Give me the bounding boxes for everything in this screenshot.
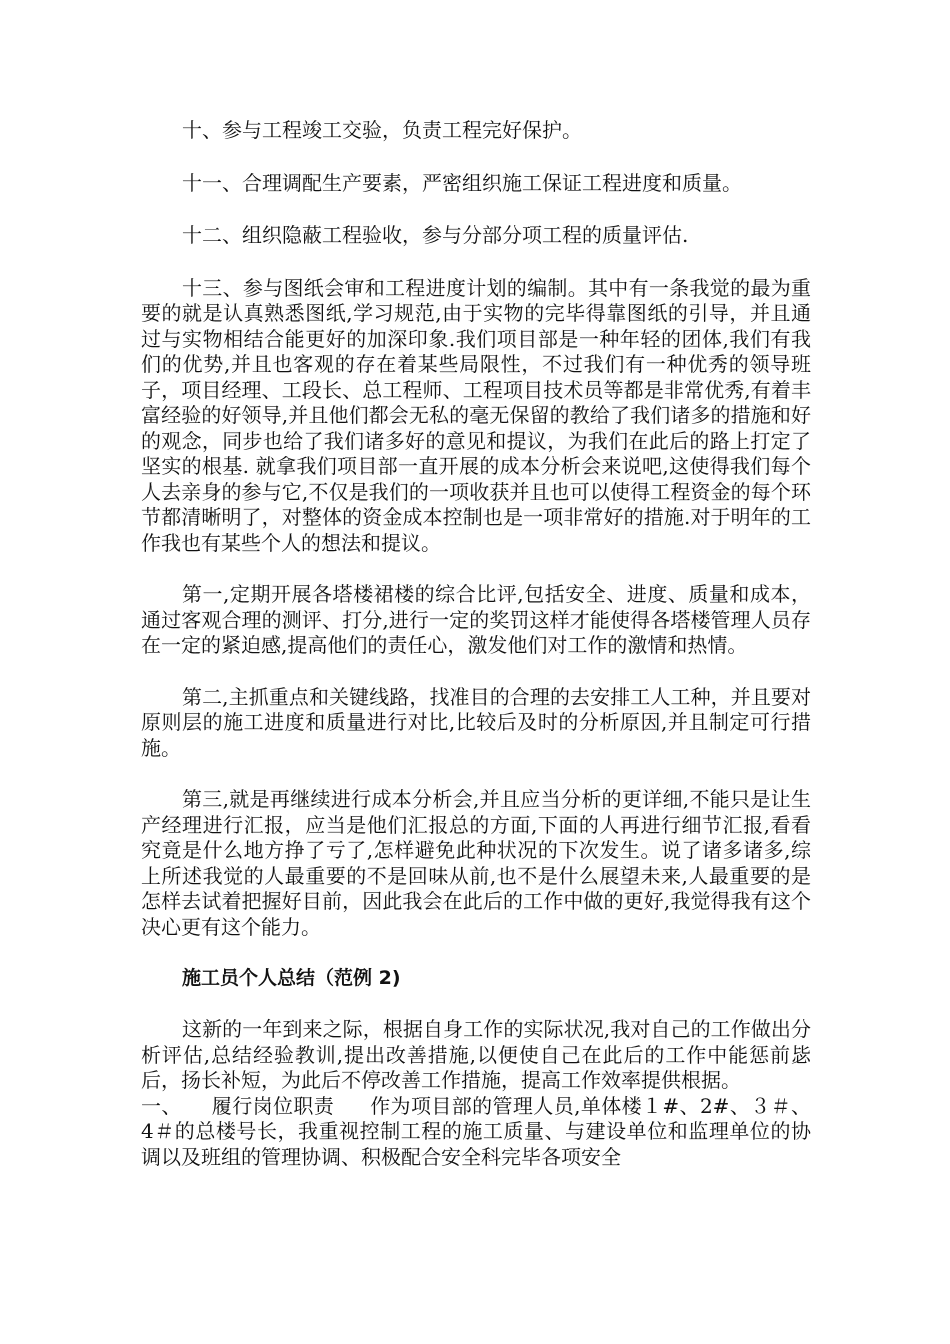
document-page	[141, 118, 811, 1170]
item-eleven: 十一、合理调配生产要素，严密组织施工保证工程进度和质量。	[182, 170, 742, 195]
duty-item-paragraph	[141, 1094, 811, 1171]
item-ten: 十、参与工程竣工交验，负责工程完好保护。	[182, 118, 582, 142]
item-text: 作为项目部的管理人员,单体楼１#、2#、３＃、4＃的总楼号长，我重视控制工程的施工质量、与建设单位和监理单位的协调以及班组的管理协调、积极配合安全科完毕各项安全	[141, 1093, 812, 1169]
item-title: 履行岗位职责	[211, 1093, 335, 1118]
third-suggestion-paragraph: 第三,就是再继续进行成本分析会,并且应当分析的更详细,不能只是让生产经理进行汇报，应当是他们汇报总的方面,下面的人再进行细节汇报,看看究竟是什么地方挣了亏了,怎样避免此种状况的下次发生。说了诸多诸多,综上所述我觉的人最重要的不是回味从前,也不是什么展望未来,人最重要的是怎样去试着把握好目前，因此我会在此后的工作中做的更好,我觉得我有这个决心更有这个能力。	[141, 787, 811, 939]
intro-paragraph: 这新的一年到来之际，根据自身工作的实际状况,我对自己的工作做出分析评估,总结经验教训,提出改善措施,以便使自己在此后的工作中能惩前毖后，扬长补短，为此后不停改善工作措施，提高工作效率提供根据。	[141, 1017, 811, 1092]
first-suggestion-paragraph: 第一,定期开展各塔楼裙楼的综合比评,包括安全、进度、质量和成本，通过客观合理的测评、打分,进行一定的奖罚这样才能使得各塔楼管理人员存在一定的紧迫感,提高他们的责任心，激发他们对工作的激情和热情。	[141, 582, 811, 657]
section-heading: 施工员个人总结（范例 2)	[182, 967, 401, 989]
item-thirteen-paragraph: 十三、参与图纸会审和工程进度计划的编制。其中有一条我觉的最为重要的就是认真熟悉图纸,学习规范,由于实物的完毕得靠图纸的引导，并且通过与实物相结合能更好的加深印象.我们项目部是一种年轻的团体,我们有我们的优势,并且也客观的存在着某些局限性，不过我们有一种优秀的领导班子，项目经理、工段长、总工程师、工程项目技术员等都是非常优秀,有着丰富经验的好领导,并且他们都会无私的毫无保留的教给了我们诸多的措施和好的观念，同步也给了我们诸多好的意见和提议，为我们在此后的路上打定了坚实的根基. 就拿我们项目部一直开展的成本分析会来说吧,这使得我们每个人去亲身的参与它,不仅是我们的一项收获并且也可以使得工程资金的每个环节都清晰明了，对整体的资金成本控制也是一项非常好的措施.对于明年的工作我也有某些个人的想法和提议。	[141, 275, 811, 555]
item-twelve: 十二、组织隐蔽工程验收，参与分部分项工程的质量评估.	[182, 223, 689, 247]
item-number: 一、	[141, 1093, 182, 1118]
second-suggestion-paragraph: 第二,主抓重点和关键线路，找准目的合理的去安排工人工种，并且要对原则层的施工进度和质量进行对比,比较后及时的分析原因,并且制定可行措施。	[141, 684, 811, 760]
